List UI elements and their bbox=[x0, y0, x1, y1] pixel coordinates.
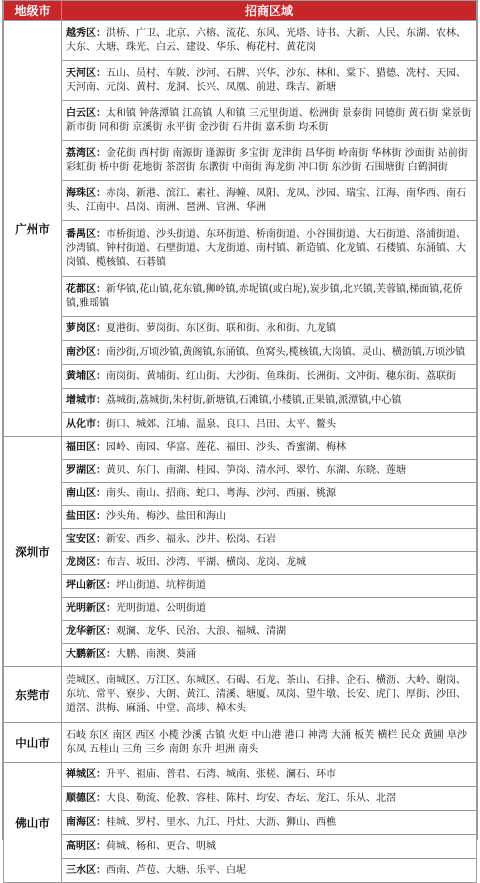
district-name: 顺德区： bbox=[66, 792, 106, 804]
area-cell bbox=[62, 141, 477, 181]
table-row bbox=[4, 141, 477, 181]
table-row bbox=[4, 859, 477, 883]
area-cell bbox=[62, 389, 477, 413]
area-list: 光明街道、公明街道 bbox=[116, 603, 206, 614]
area-cell bbox=[62, 460, 477, 483]
table-row bbox=[4, 483, 477, 506]
area-list: 新华镇,花山镇,花东镇,狮岭镇,赤坭镇(或白坭),炭步镇,北兴镇,芙蓉镇,梯面镇,花侨镇,雅瑶镇 bbox=[66, 283, 463, 309]
district-name: 白云区： bbox=[66, 107, 106, 119]
area-cell bbox=[62, 763, 477, 787]
area-cell bbox=[62, 21, 477, 61]
area-list: 沙头角、梅沙、盐田和海山 bbox=[106, 511, 226, 522]
area-cell bbox=[62, 723, 477, 763]
table-row bbox=[4, 365, 477, 389]
area-list: 南沙街,万顷沙镇,黄阁镇,东涌镇、鱼窝头,榄核镇,大岗镇、灵山、横沥镇,万顷沙镇 bbox=[106, 346, 466, 358]
district-name: 海珠区： bbox=[66, 187, 106, 199]
area-list: 南头、南山、招商、蛇口、粤海、沙河、西丽、桃源 bbox=[106, 488, 336, 499]
merchant-area-table bbox=[3, 0, 477, 883]
table-row bbox=[4, 341, 477, 365]
area-list: 南岗街、黄埔街、红山街、大沙街、鱼珠街、长洲街、文冲街、穗东街、荔联街 bbox=[106, 370, 456, 382]
area-cell bbox=[62, 575, 477, 598]
area-list: 洪桥、广卫、北京、六榕、流花、东风、光塔、诗书、大新、人民、东湖、农林、大东、大塘、珠光、白云、建设、华乐、梅花村、黄花岗 bbox=[66, 27, 466, 53]
area-list: 黄贝、东门、南湖、桂园、笋岗、清水河、翠竹、东湖、东晓、莲塘 bbox=[106, 465, 406, 476]
area-list: 荔城街,荔城街,朱村街,新塘镇,石滩镇,小楼镇,正果镇,派潭镇,中心镇 bbox=[106, 394, 402, 406]
table-body bbox=[4, 21, 477, 883]
district-name: 罗湖区： bbox=[66, 465, 106, 476]
area-list: 太和镇 钟落潭镇 江高镇 人和镇 三元里街道、松洲街 景泰街 同德街 黄石街 棠景街 新市街 同和街 京溪街 永平街 金沙街 石井街 嘉禾街 均禾街 bbox=[66, 107, 472, 133]
district-name: 番禺区： bbox=[66, 228, 106, 240]
table-row bbox=[4, 787, 477, 811]
area-cell bbox=[62, 341, 477, 365]
table-row bbox=[4, 529, 477, 552]
area-list: 石岐 东区 南区 西区 小榄 沙溪 古镇 火炬 中山港 港口 神湾 大涌 板芙 横栏 民众 黄圃 阜沙 东凤 五桂山 三角 三乡 南朗 东升 坦洲 南头 bbox=[66, 729, 467, 755]
district-name: 荔湾区： bbox=[66, 147, 106, 159]
table-row bbox=[4, 277, 477, 317]
area-list: 五山、员村、车陂、沙河、石牌、兴华、沙东、林和、棠下、猎德、冼村、天园、天河南、元岗、黄村、龙洞、长兴、凤凰、前进、珠吉、新塘 bbox=[66, 67, 466, 93]
table-row bbox=[4, 181, 477, 221]
area-cell bbox=[62, 859, 477, 883]
city-name: 中山市 bbox=[4, 723, 62, 763]
area-cell bbox=[62, 621, 477, 644]
table-row bbox=[4, 811, 477, 835]
area-cell bbox=[62, 552, 477, 575]
area-cell bbox=[62, 644, 477, 667]
area-cell bbox=[62, 221, 477, 277]
area-cell bbox=[62, 61, 477, 101]
table-row bbox=[4, 598, 477, 621]
area-cell bbox=[62, 413, 477, 437]
city-name: 深圳市 bbox=[4, 437, 62, 667]
table-row bbox=[4, 61, 477, 101]
area-cell bbox=[62, 811, 477, 835]
district-name: 盐田区： bbox=[66, 511, 106, 522]
table-row bbox=[4, 644, 477, 667]
district-name: 增城市： bbox=[66, 394, 106, 406]
table-row bbox=[4, 460, 477, 483]
table-row bbox=[4, 575, 477, 598]
table-row bbox=[4, 389, 477, 413]
area-list: 观澜、龙华、民治、大浪、福城、清湖 bbox=[116, 626, 286, 637]
table-row bbox=[4, 21, 477, 61]
area-list: 大鹏、南澳、葵涌 bbox=[116, 649, 196, 660]
table-row bbox=[4, 723, 477, 763]
area-list: 金花街 西村街 南源街 逢源街 多宝街 龙津街 昌华街 岭南街 华林街 沙面街 站前街 彩虹街 桥中街 花地街 茶滘街 东漖街 中南街 海龙街 冲口街 东沙街 石围塘街 白鹤洞街 bbox=[66, 147, 468, 173]
district-name: 高明区： bbox=[66, 840, 106, 852]
table-row bbox=[4, 506, 477, 529]
header-row bbox=[4, 1, 477, 21]
table-row bbox=[4, 101, 477, 141]
district-name: 禅城区： bbox=[66, 768, 106, 780]
district-name: 南沙区： bbox=[66, 346, 106, 358]
district-name: 黄埔区： bbox=[66, 370, 106, 382]
table-row bbox=[4, 667, 477, 723]
district-name: 天河区： bbox=[66, 67, 106, 79]
area-list: 园岭、南园、华富、莲花、福田、沙头、香蜜湖、梅林 bbox=[106, 442, 346, 453]
header-area: 招商区域 bbox=[62, 1, 477, 21]
area-cell bbox=[62, 317, 477, 341]
city-name: 广州市 bbox=[4, 21, 62, 437]
area-cell bbox=[62, 835, 477, 859]
table-row bbox=[4, 835, 477, 859]
area-list: 升平、祖庙、普君、石湾、城南、张槎、澜石、环市 bbox=[106, 768, 336, 780]
table-row bbox=[4, 413, 477, 437]
area-list: 市桥街道、沙头街道、东环街道、桥南街道、小谷围街道、大石街道、洛浦街道、沙湾镇、钟村街道、石壁街道、大龙街道、南村镇、新造镇、化龙镇、石楼镇、东涌镇、大岗镇、榄核镇、石碁镇 bbox=[66, 228, 466, 268]
area-cell bbox=[62, 181, 477, 221]
area-cell bbox=[62, 483, 477, 506]
merchant-area-table-sheet bbox=[2, 0, 478, 876]
area-list: 夏港街、萝岗街、东区街、联和街、永和街、九龙镇 bbox=[106, 322, 336, 334]
district-name: 龙岗区： bbox=[66, 557, 106, 568]
area-cell bbox=[62, 787, 477, 811]
area-list: 街口、城郊、江埔、温泉、良口、吕田、太平、鳌头 bbox=[106, 418, 336, 430]
city-name: 东莞市 bbox=[4, 667, 62, 723]
area-list: 坪山街道、坑梓街道 bbox=[116, 580, 206, 591]
district-name: 坪山新区： bbox=[66, 580, 116, 591]
table-row bbox=[4, 317, 477, 341]
city-name: 佛山市 bbox=[4, 763, 62, 883]
area-list: 大良、勒流、伦教、容桂、陈村、均安、杏坛、龙江、乐从、北滘 bbox=[106, 792, 396, 804]
area-cell bbox=[62, 365, 477, 389]
district-name: 南山区： bbox=[66, 488, 106, 499]
area-cell bbox=[62, 529, 477, 552]
table-row bbox=[4, 221, 477, 277]
table-row bbox=[4, 437, 477, 460]
district-name: 南海区： bbox=[66, 816, 106, 828]
area-list: 西南、芦苞、大塘、乐平、白坭 bbox=[106, 864, 246, 876]
area-list: 赤岗、新港、滨江、素社、海幢、凤阳、龙凤、沙园、瑞宝、江海、南华西、南石头、江南中、昌岗、南洲、琶洲、官洲、华洲 bbox=[66, 187, 466, 213]
area-cell bbox=[62, 667, 477, 723]
district-name: 越秀区： bbox=[66, 27, 106, 39]
area-list: 桂城、罗村、里水、九江、丹灶、大沥、狮山、西樵 bbox=[106, 816, 336, 828]
area-list: 荷城、杨和、更合、明城 bbox=[106, 840, 216, 852]
district-name: 从化市： bbox=[66, 418, 106, 430]
area-cell bbox=[62, 277, 477, 317]
area-cell bbox=[62, 437, 477, 460]
area-list: 莞城区、南城区、万江区、东城区、石碣、石龙、茶山、石排、企石、横沥、大岭、谢岗、东坑、常平、寮步、大朗、黄江、清溪、塘厦、凤岗、望牛墩、长安、虎门、厚街、沙田、道滘、洪梅、麻涌、中堂、高埗、樟木头 bbox=[66, 674, 466, 714]
district-name: 萝岗区： bbox=[66, 322, 106, 334]
table-row bbox=[4, 763, 477, 787]
area-list: 布吉、坂田、沙湾、平湖、横岗、龙岗、龙城 bbox=[106, 557, 306, 568]
header-city: 地级市 bbox=[4, 1, 62, 21]
district-name: 龙华新区： bbox=[66, 626, 116, 637]
district-name: 光明新区： bbox=[66, 603, 116, 614]
table-row bbox=[4, 621, 477, 644]
area-cell bbox=[62, 598, 477, 621]
area-cell bbox=[62, 101, 477, 141]
district-name: 宝安区： bbox=[66, 534, 106, 545]
district-name: 大鹏新区： bbox=[66, 649, 116, 660]
district-name: 福田区： bbox=[66, 442, 106, 453]
area-cell bbox=[62, 506, 477, 529]
district-name: 三水区： bbox=[66, 864, 106, 876]
area-list: 新安、西乡、福永、沙井、松岗、石岩 bbox=[106, 534, 276, 545]
table-row bbox=[4, 552, 477, 575]
district-name: 花都区： bbox=[66, 283, 106, 295]
